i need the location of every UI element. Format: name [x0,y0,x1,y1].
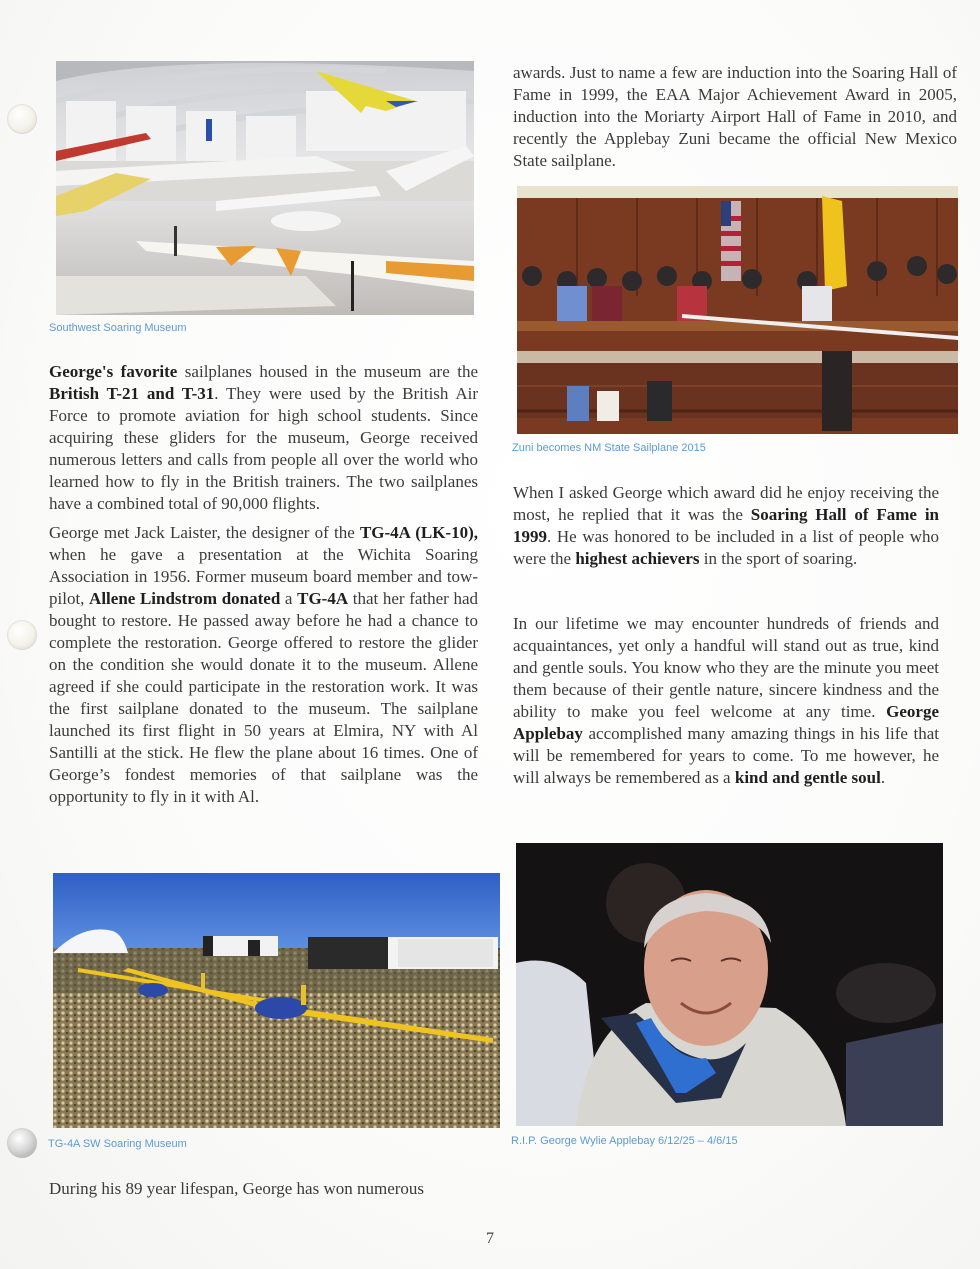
text-run: . [880,768,886,787]
binder-hole-top [7,104,37,134]
bold-british-t21-t31: British T-21 and T-31 [49,384,215,403]
text-run: that her father had bought to restore. He passed away before he had a chance to complete the restoration. George offered to restore the glider on the condition she would donate it to the museum. Allene agreed if she could participate in the restoration work. It was the first sailplane donated to the museum. The sailplane launched its first flight in 50 years at Elmira, NY with Al Santilli at the stick. He flew the plane about 16 times. One of George’s fondest memories of that sailplane was the opportunity to fly in it with Al. [49,589,478,806]
bold-georges-favorite: George's favorite [49,362,178,381]
text-run: In our lifetime we may encounter hundreds of friends and acquaintances, yet only a handful will stand out as true, kind and gentle souls. You know who they are the minute you meet them because of their gentle nature, sincere kindness and the ability to make you feel welcome at any time. [513,614,939,721]
paragraph-kind-gentle [513,613,939,789]
paragraph-favorite-award [513,482,939,570]
paragraph-tg4a [49,522,478,808]
bold-tg4a: TG-4A [297,589,349,608]
bold-soaring-hall-of-fame: Soaring Hall of Fame in 1999 [513,505,940,546]
right-column-middle [513,482,939,789]
binder-hole-middle [7,620,37,650]
bold-allene-lindstrom: Allene Lindstrom donated [89,589,281,608]
bold-tg4a-lk10: TG-4A (LK-10), [359,523,478,542]
text-run: accomplished many amazing things in his life that will be remembered for years to come. To me however, he will always be remembered as a [513,724,939,787]
caption-portrait: R.I.P. George Wylie Applebay 6/12/25 – 4/6/15 [511,1135,738,1147]
paragraph-lifespan: During his 89 year lifespan, George has won numerous [49,1179,425,1198]
caption-legislature: Zuni becomes NM State Sailplane 2015 [512,442,706,454]
photo-tg4a [53,873,500,1128]
text-run: . He was honored to be included in a list of people who were the [513,527,939,568]
text-run: . They were used by the British Air Force to promote aviation for high school students. Since acquiring these gliders for the museum, George received numerous letters and calls from people all over the world who learned how to fly in the British trainers. The two sailplanes have a combined total of 90,000 flights. [49,384,478,513]
bold-highest-achievers: highest achievers [575,549,700,568]
tg4a-image [53,873,500,1128]
hangar-image [56,61,474,315]
caption-hangar: Southwest Soaring Museum [49,322,187,334]
bold-george-applebay: George Applebay [513,702,939,743]
portrait-image [516,843,943,1126]
paragraph-favorite-sailplanes [49,361,478,515]
left-column [49,361,478,808]
page-number: 7 [486,1230,494,1247]
text-run: sailplanes housed in the museum are the [177,362,478,381]
caption-tg4a: TG-4A SW Soaring Museum [48,1138,187,1150]
text-run: George met Jack Laister, the designer of the [49,523,360,542]
text-run: in the sport of soaring. [699,549,858,568]
text-run: a [280,589,298,608]
bold-kind-and-gentle-soul: kind and gentle soul [734,768,881,787]
text-run: when he gave a presentation at the Wichita Soaring Association in 1956. Former museum board member and tow-pilot, [49,545,478,608]
photo-portrait [516,843,943,1126]
paragraph-awards: awards. Just to name a few are induction into the Soaring Hall of Fame in 1999, the EAA Major Achievement Award in 2005, induction into the Moriarty Airport Hall of Fame in 2010, and recently the Applebay Zuni became the official New Mexico State sailplane. [513,63,957,170]
photo-legislature [517,186,958,434]
photo-hangar [56,61,474,315]
text-run: When I asked George which award did he enjoy receiving the most, he replied that it was the [513,483,939,524]
binder-hole-bottom [7,1128,37,1158]
legislature-image [517,186,958,434]
